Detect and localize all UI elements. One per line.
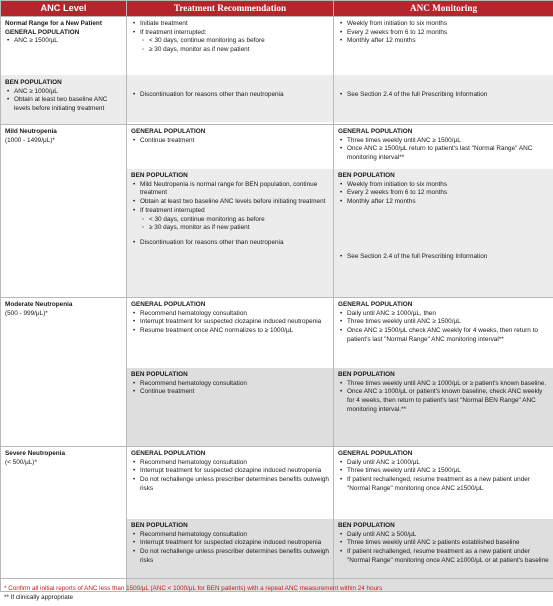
table-row-moderate	[1, 298, 553, 447]
severe-ben-tr: • Interrupt treatment for suspected clozapine induced neutropenia	[140, 539, 329, 548]
severe-ben-mon-label: BEN POPULATION	[338, 522, 395, 529]
normal-monitoring-cell	[334, 17, 553, 125]
severe-gp-tr: • Recommend hematology consultation	[140, 459, 329, 468]
moderate-gp-label: GENERAL POPULATION	[131, 301, 206, 308]
mild-gp-mon: • Three times weekly until ANC ≥ 1500/μL	[347, 137, 549, 146]
mild-level-title: Mild Neutropenia	[5, 128, 57, 135]
mild-gp-label: GENERAL POPULATION	[131, 128, 206, 135]
moderate-ben-mon-label: BEN POPULATION	[338, 371, 395, 378]
mild-ben-mon-see: • See Section 2.4 of the full Prescribing Information	[347, 253, 549, 262]
moderate-level-title: Moderate Neutropenia	[5, 301, 73, 308]
severe-gp-mon: • Daily until ANC ≥ 1000/μL	[347, 459, 549, 468]
normal-mon-see: • See Section 2.4 of the full Prescribing Information	[347, 91, 549, 100]
moderate-gp-mon: • Once ANC ≥ 1500/μL check ANC weekly for 4 weeks, then return to patient's last "Normal Range" ANC monitoring interval**	[347, 327, 549, 344]
severe-treatment-cell	[127, 447, 334, 592]
moderate-ben-label: BEN POPULATION	[131, 371, 188, 378]
moderate-level-range: (500 - 999/μL)*	[5, 309, 48, 317]
normal-ben-item: • Obtain at least two baseline ANC levels before initiating treatment	[14, 96, 122, 113]
normal-gp-label: GENERAL POPULATION	[5, 28, 80, 36]
normal-tr-sub: ◦ ≥ 30 days, monitor as if new patient	[149, 46, 329, 55]
footnote-divider	[0, 578, 553, 579]
table-row-mild	[1, 125, 553, 298]
normal-mon-item: • Every 2 weeks from 6 to 12 months	[347, 29, 549, 38]
moderate-gp-mon: • Daily until ANC ≥ 1000/μL, then	[347, 310, 549, 319]
severe-ben-label: BEN POPULATION	[131, 522, 188, 529]
mild-gp-mon: • Once ANC ≥ 1500/μL return to patient's last "Normal Range" ANC monitoring interval**	[347, 145, 549, 162]
severe-ben-mon: • Three times weekly until ANC ≥ patients established baseline	[347, 539, 549, 548]
moderate-ben-mon: • Once ANC ≥ 1000/μL or patient's known baseline, check ANC weekly for 4 weeks, then return to patient's last "Normal BEN Range" ANC monitoring interval.**	[347, 388, 549, 414]
mild-ben-tr: • If treatment interrupted	[140, 207, 329, 216]
mild-ben-tr: • Mild Neutropenia is normal range for BEN population, continue treatment	[140, 181, 329, 198]
severe-gp-mon: • If patient rechallenged, resume treatment as a new patient under "Normal Range" monitoring once ANC ≥1500/μL	[347, 476, 549, 493]
mild-ben-tr: • Obtain at least two baseline ANC levels before initiating treatment	[140, 198, 329, 207]
severe-level-title: Severe Neutropenia	[5, 450, 66, 457]
header-anc-level: ANC Level	[1, 1, 127, 17]
severe-gp-mon-label: GENERAL POPULATION	[338, 450, 413, 457]
normal-ben-label: BEN POPULATION	[5, 79, 62, 86]
header-treatment-recommendation: Treatment Recommendation	[127, 1, 334, 17]
mild-monitoring-cell	[334, 125, 553, 298]
mild-level-range: (1000 - 1499/μL)*	[5, 136, 55, 144]
table-row-normal	[1, 17, 553, 125]
mild-ben-mon: • Weekly from initiation to six months	[347, 181, 549, 190]
moderate-gp-tr: • Recommend hematology consultation	[140, 310, 329, 319]
table-header-row	[1, 1, 553, 17]
severe-ben-mon: • If patient rechallenged, resume treatment as a new patient under "Normal Range" monitoring once ANC ≥1000/μL or at patient's baseline	[347, 548, 549, 565]
severe-gp-mon: • Three times weekly until ANC ≥ 1500/μL	[347, 467, 549, 476]
normal-treatment-cell	[127, 17, 334, 125]
normal-gp-anc: • ANC ≥ 1500/μL	[14, 37, 122, 46]
normal-tr-discontinue: • Discontinuation for reasons other than neutropenia	[140, 91, 329, 100]
mild-ben-mon-label: BEN POPULATION	[338, 172, 395, 179]
normal-level-title: Normal Range for a New Patient	[5, 20, 102, 27]
mild-gp-mon-label: GENERAL POPULATION	[338, 128, 413, 135]
severe-gp-tr: • Interrupt treatment for suspected clozapine induced neutropenia	[140, 467, 329, 476]
mild-gp-tr: • Continue treatment	[140, 137, 329, 146]
header-anc-monitoring: ANC Monitoring	[334, 1, 553, 17]
footnote-star: * Confirm all initial reports of ANC less than 1500/μL (ANC < 1000/μL for BEN patients) with a repeat ANC measurement within 24 hours	[4, 585, 383, 592]
normal-ben-item: • ANC ≥ 1000/μL	[14, 88, 122, 97]
mild-ben-mon: • Every 2 weeks from 6 to 12 months	[347, 189, 549, 198]
mild-ben-tr-discontinue: • Discontinuation for reasons other than neutropenia	[140, 239, 329, 248]
normal-tr-initiate: • Initiate treatment	[140, 20, 329, 29]
severe-ben-mon: • Daily until ANC ≥ 500/μL	[347, 531, 549, 540]
severe-ben-tr: • Recommend hematology consultation	[140, 531, 329, 540]
moderate-gp-mon: • Three times weekly until ANC ≥ 1500/μL	[347, 318, 549, 327]
mild-ben-label: BEN POPULATION	[131, 172, 188, 179]
mild-level-cell	[1, 125, 127, 298]
moderate-treatment-cell	[127, 298, 334, 447]
normal-mon-item: • Weekly from initiation to six months	[347, 20, 549, 29]
moderate-gp-tr: • Resume treatment once ANC normalizes to ≥ 1000/μL	[140, 327, 329, 336]
table-row-severe	[1, 447, 553, 592]
mild-ben-tr-sub: ◦ ≥ 30 days, monitor as if new patient	[149, 224, 329, 233]
severe-level-range: (< 500/μL)*	[5, 458, 37, 466]
footnotes	[4, 585, 382, 603]
severe-level-cell	[1, 447, 127, 592]
severe-gp-label: GENERAL POPULATION	[131, 450, 206, 457]
moderate-gp-mon-label: GENERAL POPULATION	[338, 301, 413, 308]
moderate-level-cell	[1, 298, 127, 447]
moderate-ben-tr: • Continue treatment	[140, 388, 329, 397]
normal-tr-interrupt: • If treatment interrupted:	[140, 29, 329, 38]
normal-tr-sub: ◦ < 30 days, continue monitoring as before	[149, 37, 329, 46]
severe-monitoring-cell	[334, 447, 553, 592]
moderate-gp-tr: • Interrupt treatment for suspected clozapine induced neutropenia	[140, 318, 329, 327]
severe-ben-tr: • Do not rechallenge unless prescriber determines benefits outweigh risks	[140, 548, 329, 565]
moderate-ben-tr: • Recommend hematology consultation	[140, 380, 329, 389]
mild-treatment-cell	[127, 125, 334, 298]
footnote-double-star: ** If clinically appropriate	[4, 593, 73, 601]
moderate-ben-mon: • Three times weekly until ANC ≥ 1000/μL or ≥ patient's known baseline.	[347, 380, 549, 389]
normal-level-cell	[1, 17, 127, 125]
normal-mon-item: • Monthly after 12 months	[347, 37, 549, 46]
mild-ben-tr-sub: ◦ < 30 days, continue monitoring as before	[149, 216, 329, 225]
mild-ben-mon: • Monthly after 12 months	[347, 198, 549, 207]
moderate-monitoring-cell	[334, 298, 553, 447]
severe-gp-tr: • Do not rechallenge unless prescriber determines benefits outweigh risks	[140, 476, 329, 493]
